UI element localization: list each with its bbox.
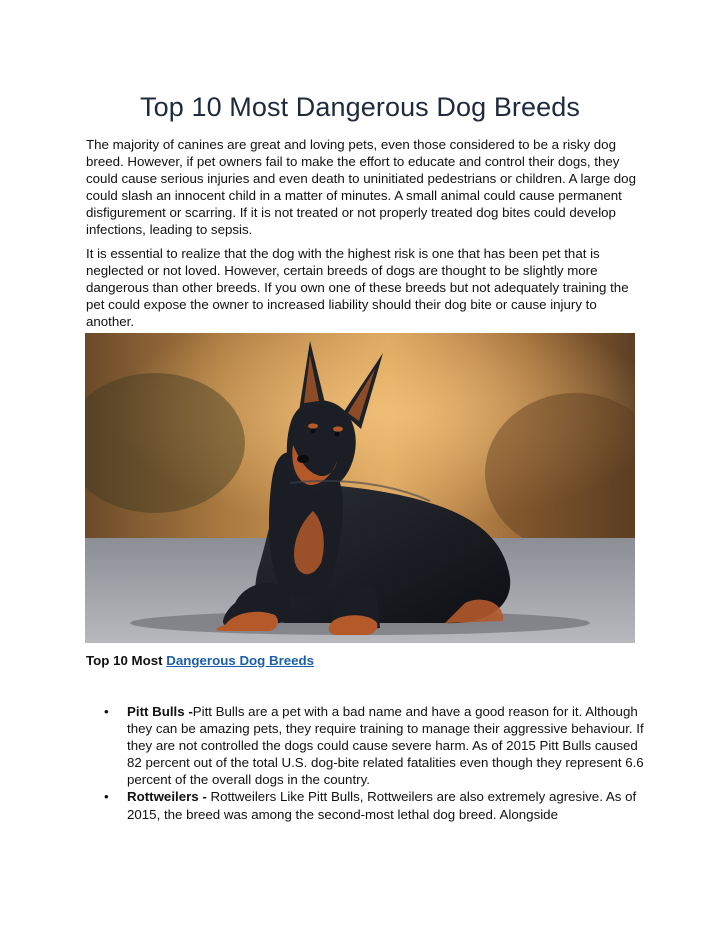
section-heading (86, 653, 314, 668)
bullet-icon: • (104, 789, 109, 805)
breed-description: Pitt Bulls are a pet with a bad name and have a good reason for it. Although they can be amazing pets, they require training to manage their aggressive behaviour. If they are not controlled the dogs could cause severe harm. As of 2015 Pitt Bulls caused 82 percent out of the total U.S. dog-bite related fatalities even though they represent 6.6 percent of the overall dogs in the country. (127, 704, 644, 788)
list-item (86, 703, 646, 788)
doberman-photo (85, 333, 635, 643)
page-title: Top 10 Most Dangerous Dog Breeds (140, 92, 580, 122)
list-item (86, 788, 646, 822)
breed-name: Rottweilers - (127, 789, 207, 805)
dangerous-dog-breeds-link[interactable]: Dangerous Dog Breeds (166, 653, 315, 668)
section-heading-prefix: Top 10 Most (86, 653, 163, 668)
intro-paragraph-1: The majority of canines are great and loving pets, even those considered to be a risky dog breed. However, if pet owners fail to make the effort to educate and control their dogs, they could cause serious injuries and even death to uninitiated pedestrians or children. A large dog could slash an innocent child in a matter of minutes. A small animal could cause permanent disfigurement or scarring. If it is not treated or not properly treated dog bites could develop infections, leading to sepsis. (86, 137, 636, 238)
bullet-icon: • (104, 704, 109, 719)
intro-paragraph-2: It is essential to realize that the dog with the highest risk is one that has been pet that is neglected or not loved. However, certain breeds of dogs are thought to be slightly more dangerous than other breeds. If you own one of these breeds but not adequately training the pet could expose the owner to increased liability should their dog bite or cause injury to another. (86, 246, 629, 330)
breed-description: Rottweilers Like Pitt Bulls, Rottweilers are also extremely agresive. As of 2015, the breed was among the second-most lethal dog breed. Alongside (127, 789, 637, 822)
breed-list (86, 703, 646, 823)
doberman-illustration (85, 333, 635, 643)
breed-name: Pitt Bulls - (127, 704, 193, 719)
